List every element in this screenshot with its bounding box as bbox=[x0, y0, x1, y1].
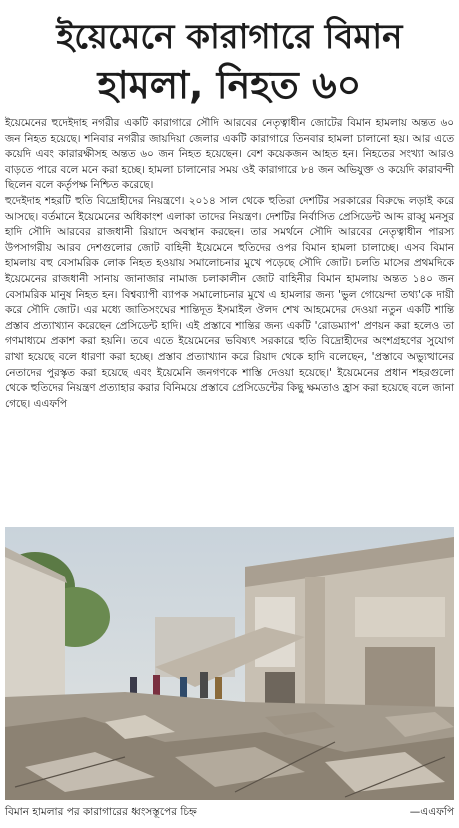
article-body bbox=[5, 116, 454, 412]
article-paragraph-2: হুদেইদাহ শহরটি হুতি বিদ্রোহীদের নিয়ন্ত্রণে। ২০১৪ সাল থেকে হুতিরা দেশটির সরকারের বিরুদ্ধে লড়াই করে আসছে। বর্তমানে ইয়েমেনের অধিকাংশ এলাকা তাদের নিয়ন্ত্রণ। দেশটির নির্বাসিত প্রেসিডেন্ট আব্দ রাব্বু মনসুর হাদি সৌদি আরবের রাজধানী রিয়াদে অবস্থান করছেন। তার সমর্থনে সৌদি আরবের নেতৃত্বাধীন পারস্য উপসাগরীয় আরব দেশগুলোর জোট বাহিনী ইয়েমেনে হুতিদের ওপর বিমান হামলা চালাচ্ছে। এসব বিমান হামলায় বহু বেসামরিক লোক নিহত হওয়ায় সমালোচনার মুখে পড়েছে সৌদি জোট। চলতি মাসের প্রথমদিকে ইয়েমেনের রাজধানী সানায় জানাজার নামাজ চলাকালীন জোট বাহিনীর বিমান হামলায় অন্তত ১৪০ জন বেসামরিক মানুষ নিহত হন। বিশ্বব্যাপী ব্যাপক সমালোচনার মুখে এ হামলার জন্য 'ভুল গোয়েন্দা তথ্য'কে দায়ী করে সৌদি জোট। এর মধ্যে জাতিসংঘের শান্তিদূত ইসমাইল ঔলদ শেখ আহমেদের দেওয়া নতুন একটি শান্তি প্রস্তাব প্রত্যাখ্যান করেছেন প্রেসিডেন্ট হাদি। এই প্রস্তাবে শান্তির জন্য একটি 'রোডম্যাপ' প্রণয়ন করা হলেও তা গণমাধ্যমে প্রকাশ করা হয়নি। তবে এতে ইয়েমেনের ভবিষ্যৎ সরকারে হুতি বিদ্রোহীদের অংশগ্রহণের সুযোগ রাখা হয়েছে বলে ধারণা করা হচ্ছে। প্রস্তাব প্রত্যাখ্যান করে রিয়াদ থেকে হাদি বলেছেন, 'প্রস্তাবে অভ্যুত্থানের নেতাদের পুরস্কৃত করা হয়েছে এবং ইয়েমেনি জনগণকে শাস্তি দেওয়া হয়েছে।' ইয়েমেনের প্রধান শহরগুলো থেকে হুতিদের নিয়ন্ত্রণ প্রত্যাহার করার বিনিময়ে প্রস্তাবে প্রেসিডেন্টের কিছু ক্ষমতাও হ্রাস করা হয়েছে বলে জানা গেছে। এএফপি bbox=[5, 194, 454, 410]
article-paragraph-1: ইয়েমেনের হুদেইদাহ নগরীর একটি কারাগারে সৌদি আরবের নেতৃত্বাধীন জোটের বিমান হামলায় অন্তত ৬০ জন নিহত হয়েছে। শনিবার নগরীর জায়দিয়া জেলার একটি কারাগারে তিনবার হামলা চালানো হয়। আর এতে কয়েদি এবং কারারক্ষীসহ অন্তত ৬০ জন নিহত হয়েছেন। বেশ কয়েকজন আহত হন। নিহতের সংখ্যা আরও বাড়তে পারে বলে মনে করা হচ্ছে। হামলা চালানোর সময় ওই কারাগারে ৮৪ জন অভিযুক্ত ও কয়েদি কারাবন্দী ছিলেন বলে কর্তৃপক্ষ নিশ্চিত করেছে। bbox=[5, 117, 454, 192]
headline-line-1: ইয়েমেনে কারাগারে বিমান bbox=[56, 17, 403, 57]
news-photo bbox=[5, 527, 454, 800]
headline-line-2: হামলা, নিহত ৬০ bbox=[97, 63, 362, 107]
headline bbox=[5, 0, 454, 110]
photo-credit: —এএফপি bbox=[409, 805, 454, 818]
photo-caption-row bbox=[5, 803, 454, 823]
prison-ruins-photo bbox=[5, 527, 454, 800]
photo-caption: বিমান হামলার পর কারাগারের ধ্বংসস্তূপের চিহ্ন bbox=[5, 805, 197, 818]
